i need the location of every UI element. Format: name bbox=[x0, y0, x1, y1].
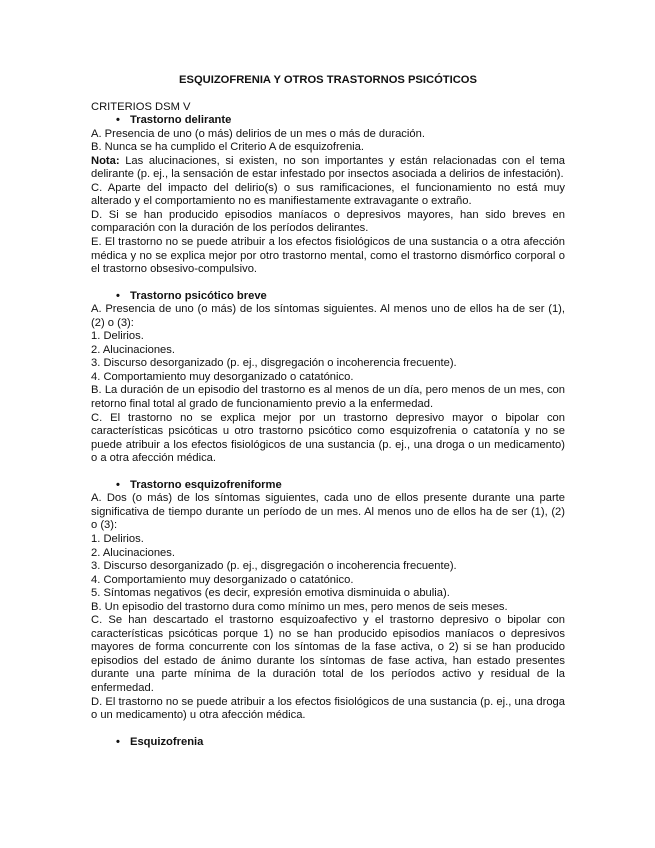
criterion-paragraph bbox=[91, 128, 565, 142]
criterion-text: D. Si se han producido episodios maníacos o depresivos mayores, han sido breves en comparación con la duración de los períodos delirantes. bbox=[91, 208, 565, 235]
document-title: ESQUIZOFRENIA Y OTROS TRASTORNOS PSICÓTICOS bbox=[179, 74, 477, 86]
criterion-paragraph bbox=[91, 371, 565, 385]
section-heading bbox=[91, 114, 565, 128]
criterion-paragraph bbox=[91, 236, 565, 277]
criterion-paragraph bbox=[91, 412, 565, 466]
criterion-paragraph bbox=[91, 574, 565, 588]
criterion-text: C. Aparte del impacto del delirio(s) o sus ramificaciones, el funcionamiento no está muy alterado y el comportamiento no es manifiestamente extravagante o extraño. bbox=[91, 181, 565, 208]
criterion-paragraph bbox=[91, 384, 565, 411]
criterion-text: A. Presencia de uno (o más) delirios de un mes o más de duración. bbox=[91, 127, 425, 140]
criteria-section bbox=[91, 290, 565, 466]
criterion-paragraph bbox=[91, 587, 565, 601]
criterion-text: 1. Delirios. bbox=[91, 532, 144, 545]
criterion-paragraph bbox=[91, 330, 565, 344]
section-heading-label: Trastorno psicótico breve bbox=[130, 289, 267, 302]
criterion-paragraph bbox=[91, 155, 565, 182]
criterion-text: B. Nunca se ha cumplido el Criterio A de esquizofrenia. bbox=[91, 141, 364, 154]
criterion-text: B. La duración de un episodio del trastorno es al menos de un día, pero menos de un mes, con retorno final total al grado de funcionamiento previo a la enfermedad. bbox=[91, 384, 565, 411]
criterion-text: 2. Alucinaciones. bbox=[91, 343, 175, 356]
criterion-paragraph bbox=[91, 344, 565, 358]
criterion-paragraph bbox=[91, 357, 565, 371]
criterion-paragraph bbox=[91, 141, 565, 155]
bullet-icon: • bbox=[116, 114, 120, 127]
document-subtitle: CRITERIOS DSM V bbox=[91, 100, 191, 113]
criterion-text: 1. Delirios. bbox=[91, 330, 144, 343]
section-heading bbox=[91, 290, 565, 304]
criterion-text: 5. Síntomas negativos (es decir, expresión emotiva disminuida o abulia). bbox=[91, 587, 450, 600]
criterion-paragraph bbox=[91, 614, 565, 695]
bullet-icon: • bbox=[116, 478, 120, 491]
criterion-paragraph bbox=[91, 182, 565, 209]
section-heading-label: Esquizofrenia bbox=[130, 735, 204, 748]
criteria-sections bbox=[91, 114, 565, 749]
criterion-text: E. El trastorno no se puede atribuir a los efectos fisiológicos de una sustancia o a otra afección médica y no se explica mejor por otro trastorno mental, como el trastorno dismórfico corporal o el trastorno obsesivo-compulsivo. bbox=[91, 236, 565, 276]
criterion-text: B. Un episodio del trastorno dura como mínimo un mes, pero menos de seis meses. bbox=[91, 600, 508, 613]
criterion-text: 3. Discurso desorganizado (p. ej., disgregación o incoherencia frecuente). bbox=[91, 560, 457, 573]
criterion-text: C. El trastorno no se explica mejor por un trastorno depresivo mayor o bipolar con características psicóticas u otro trastorno psicótico como esquizofrenia o catatonía y no se puede atribuir a los efectos fisiológicos de una sustancia (p. ej., una droga o un medicamento) o a otra afección médica. bbox=[91, 411, 565, 465]
document-page bbox=[91, 74, 565, 762]
criterion-text: C. Se han descartado el trastorno esquizoafectivo y el trastorno depresivo o bipolar con características psicóticas porque 1) no se han producido episodios maníacos o depresivos mayores de forma concurrente con los síntomas de la fase activa, o 2) si se han producido episodios del estado de ánimo durante los síntomas de fase activa, han estado presentes durante una parte mínima de la duración total de los períodos activo y residual de la enfermedad. bbox=[91, 614, 565, 694]
section-heading bbox=[91, 479, 565, 493]
criteria-section bbox=[91, 479, 565, 723]
criterion-paragraph bbox=[91, 303, 565, 330]
criteria-section bbox=[91, 736, 565, 750]
section-heading-label: Trastorno delirante bbox=[130, 114, 232, 127]
criterion-paragraph bbox=[91, 696, 565, 723]
criterion-text: D. El trastorno no se puede atribuir a los efectos fisiológicos de una sustancia (p. ej., una droga o un medicamento) u otra afección médica. bbox=[91, 695, 565, 722]
section-heading-label: Trastorno esquizofreniforme bbox=[130, 478, 282, 491]
criterion-text: 4. Comportamiento muy desorganizado o catatónico. bbox=[91, 573, 354, 586]
criterion-text: A. Presencia de uno (o más) de los síntomas siguientes. Al menos uno de ellos ha de ser (1), (2) o (3): bbox=[91, 303, 565, 329]
criterion-paragraph bbox=[91, 209, 565, 236]
section-heading bbox=[91, 736, 565, 750]
criterion-text: A. Dos (o más) de los síntomas siguientes, cada uno de ellos presente durante una parte significativa de tiempo durante un período de un mes. Al menos uno de ellos ha de ser (1), (2) o (3): bbox=[91, 492, 565, 532]
criterion-text: 3. Discurso desorganizado (p. ej., disgregación o incoherencia frecuente). bbox=[91, 357, 457, 370]
criterion-paragraph bbox=[91, 492, 565, 533]
bullet-icon: • bbox=[116, 289, 120, 302]
criterion-paragraph bbox=[91, 560, 565, 574]
criterion-text: Las alucinaciones, si existen, no son importantes y están relacionadas con el tema delirante (p. ej., la sensación de estar infestado por insectos asociada a delirios de infestación). bbox=[91, 154, 565, 181]
criterion-paragraph bbox=[91, 601, 565, 615]
criterion-text: 4. Comportamiento muy desorganizado o catatónico. bbox=[91, 370, 354, 383]
criterion-text: 2. Alucinaciones. bbox=[91, 546, 175, 559]
criterion-paragraph bbox=[91, 547, 565, 561]
criterion-paragraph bbox=[91, 533, 565, 547]
bullet-icon: • bbox=[116, 735, 120, 748]
note-label: Nota: bbox=[91, 154, 120, 167]
criteria-section bbox=[91, 114, 565, 277]
